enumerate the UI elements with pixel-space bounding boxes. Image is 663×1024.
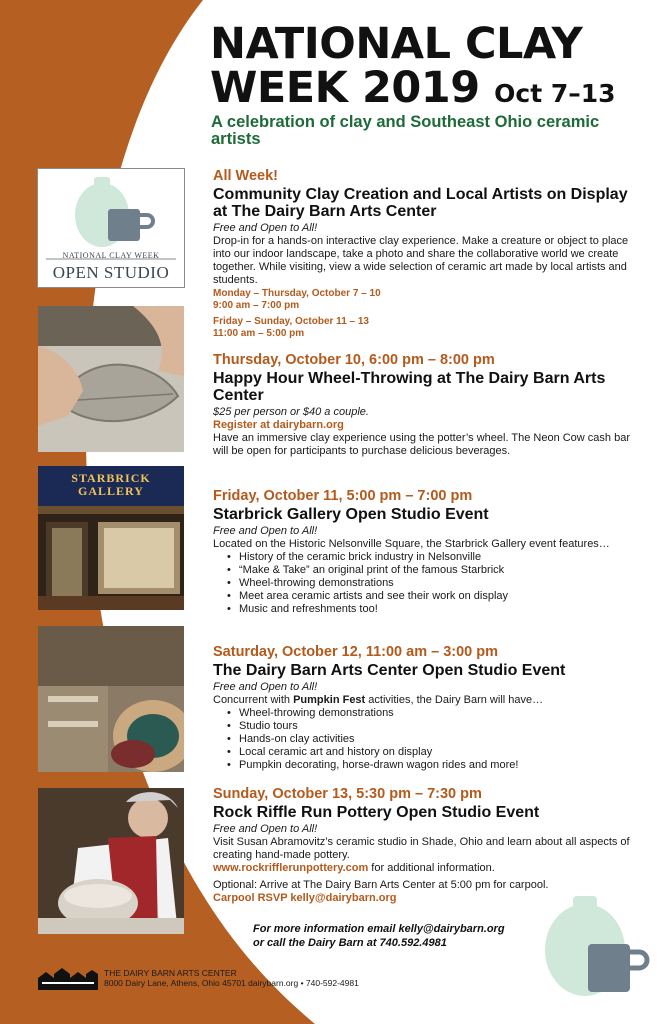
event-price: $25 per person or $40 a couple. [213, 406, 369, 418]
feature-list [227, 551, 633, 616]
carpool-note: Optional: Arrive at The Dairy Barn Arts Center at 5:00 pm for carpool. [213, 879, 549, 891]
photo-pottery-studio [38, 626, 184, 772]
event-saturday [213, 644, 633, 772]
website-line [213, 862, 633, 875]
event-name: The Dairy Barn Arts Center Open Studio Event [213, 662, 566, 679]
event-description: Drop-in for a hands-on interactive clay experience. Make a creature or object to place into our indoor landscape, take a photo and share the collaborative world we create together. While visiting, view a wide selection of ceramic art made by local artists and students. [213, 235, 629, 286]
list-item: • Local ceramic art and history on display [227, 746, 633, 759]
list-item: • Hands-on clay activities [227, 733, 633, 746]
title-line-2-text: WEEK 2019 [210, 63, 480, 113]
hours-weekday-time: 9:00 am – 7:00 pm [213, 300, 300, 311]
list-item: • “Make & Take” an original print of the famous Starbrick [227, 564, 633, 577]
event-description: Located on the Historic Nelsonville Square, the Starbrick Gallery event features… [213, 538, 610, 550]
event-name: Rock Riffle Run Pottery Open Studio Event [213, 804, 540, 821]
event-name: Happy Hour Wheel-Throwing at The Dairy Barn Arts Center [213, 370, 606, 404]
event-name: Community Clay Creation and Local Artists on Display at The Dairy Barn Arts Center [213, 186, 628, 220]
event-free-note: Free and Open to All! [213, 681, 318, 693]
carpool-rsvp[interactable]: Carpool RSVP kelly@dairybarn.org [213, 892, 397, 904]
event-friday [213, 488, 633, 616]
pumpkin-fest-highlight: Pumpkin Fest [293, 694, 366, 706]
footer [104, 968, 404, 988]
event-all-week [213, 168, 633, 340]
description-post: activities, the Dairy Barn will have… [365, 694, 544, 706]
more-info-email: For more information email kelly@dairybarn.org [253, 923, 505, 935]
event-name: Starbrick Gallery Open Studio Event [213, 506, 489, 523]
more-info [253, 922, 553, 950]
event-description [213, 694, 633, 707]
event-when: All Week! [213, 168, 279, 184]
logo-line-1: NATIONAL CLAY WEEK [62, 251, 160, 260]
list-item: • History of the ceramic brick industry in Nelsonville [227, 551, 633, 564]
event-thursday [213, 352, 633, 458]
list-item: • Meet area ceramic artists and see their work on display [227, 590, 633, 603]
list-item: • Pumpkin decorating, horse-drawn wagon rides and more! [227, 759, 633, 772]
register-link[interactable]: Register at dairybarn.org [213, 419, 344, 431]
photo-potter-at-wheel [38, 788, 184, 934]
website-note: for additional information. [368, 862, 495, 874]
feature-list [227, 707, 633, 772]
list-item: • Wheel-throwing demonstrations [227, 577, 633, 590]
hours-weekend-time: 11:00 am – 5:00 pm [213, 328, 305, 339]
event-free-note: Free and Open to All! [213, 525, 318, 537]
page-title [210, 19, 660, 116]
photo-clay-leaf [38, 306, 184, 452]
footer-org: THE DAIRY BARN ARTS CENTER [104, 968, 237, 978]
open-studio-logo [37, 168, 185, 288]
event-description: Visit Susan Abramovitz’s ceramic studio in Shade, Ohio and learn about all aspects of creating hand-made pottery. [213, 836, 630, 861]
event-description: Have an immersive clay experience using the potter’s wheel. The Neon Cow cash bar will be open for participants to purchase delicious beverages. [213, 432, 630, 457]
event-when: Thursday, October 10, 6:00 pm – 8:00 pm [213, 352, 495, 368]
event-when: Friday, October 11, 5:00 pm – 7:00 pm [213, 488, 473, 504]
hours-weekday-days: Monday – Thursday, October 7 – 10 [213, 288, 381, 299]
event-free-note: Free and Open to All! [213, 823, 318, 835]
event-when: Sunday, October 13, 5:30 pm – 7:30 pm [213, 786, 482, 802]
title-line-1: NATIONAL CLAY [210, 19, 583, 69]
list-item: • Music and refreshments too! [227, 603, 633, 616]
website-link[interactable]: www.rockrifflerunpottery.com [213, 862, 369, 874]
event-free-note: Free and Open to All! [213, 222, 318, 234]
list-item: • Wheel-throwing demonstrations [227, 707, 633, 720]
barn-icon [38, 966, 98, 990]
hours-weekend-days: Friday – Sunday, October 11 – 13 [213, 316, 369, 327]
subtitle: A celebration of clay and Southeast Ohio ceramic artists [211, 113, 600, 148]
more-info-phone: or call the Dairy Barn at 740.592.4981 [253, 937, 447, 949]
event-when: Saturday, October 12, 11:00 am – 3:00 pm [213, 644, 499, 660]
gallery-sign-text: STARBRICK GALLERY [71, 471, 151, 498]
logo-line-2: OPEN STUDIO [52, 263, 170, 282]
list-item: • Studio tours [227, 720, 633, 733]
title-line-2 [210, 63, 660, 116]
description-pre: Concurrent with [213, 694, 294, 706]
title-dates: Oct 7–13 [494, 79, 616, 108]
corner-pot-mug-icon [540, 888, 650, 1000]
photo-starbrick-gallery [38, 466, 184, 610]
footer-address: 8000 Dairy Lane, Athens, Ohio 45701 dairybarn.org • 740-592-4981 [104, 978, 359, 988]
